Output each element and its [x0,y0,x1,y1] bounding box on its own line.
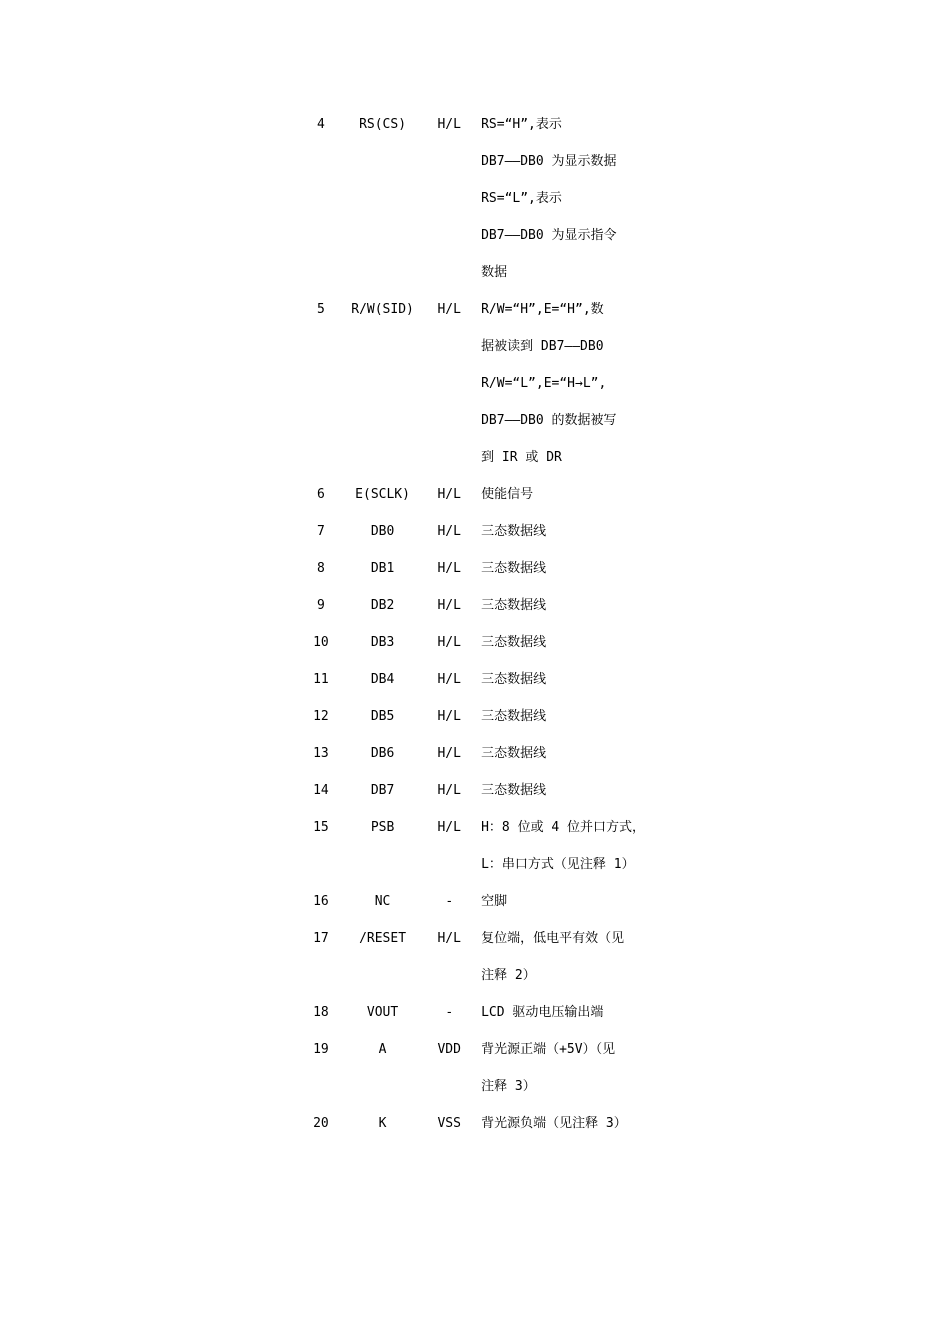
pin-level: H/L [437,672,461,687]
table-row [300,746,700,761]
pin-number: 9 [316,598,325,613]
table-row [300,820,700,872]
table-row [300,598,700,613]
pin-number: 13 [313,746,329,761]
table-row [300,524,700,539]
description-line: 三态数据线 [481,598,547,613]
pin-name: DB5 [370,709,395,724]
pin-level: H/L [437,709,461,724]
pin-name: RS(CS) [359,117,407,132]
pin-level: VSS [437,1116,461,1131]
pin-number: 14 [313,783,329,798]
description-line: 三态数据线 [481,635,547,650]
table-row [300,931,700,983]
description-line: 背光源正端（+5V）（见 [481,1042,616,1057]
pin-level: H/L [437,598,461,613]
pin-level: H/L [437,524,461,539]
description-line: 三态数据线 [481,672,547,687]
pin-level: VDD [437,1042,461,1057]
pin-description [481,1005,700,1020]
description-line: 空脚 [481,894,508,909]
pin-level: H/L [437,746,461,761]
table-row [300,709,700,724]
description-line: H：8 位或 4 位并口方式， [481,820,646,835]
table-row [300,1116,700,1131]
description-line: LCD 驱动电压输出端 [481,1005,604,1020]
pin-number: 11 [313,672,329,687]
pin-description [481,561,700,576]
pin-name: DB6 [370,746,395,761]
pin-number: 6 [316,487,325,502]
pin-description [481,302,700,465]
description-line: 据被读到 DB7——DB0 [481,339,604,354]
pin-description [481,1042,700,1094]
pin-description [481,672,700,687]
description-line: 复位端，低电平有效（见 [481,931,625,946]
description-line: 三态数据线 [481,561,547,576]
table-row [300,117,700,280]
pin-level: H/L [437,561,461,576]
description-line: DB7——DB0 的数据被写 [481,413,617,428]
pin-number: 16 [313,894,329,909]
pin-description-table [300,117,700,1153]
pin-name: PSB [370,820,395,835]
pin-name: NC [374,894,391,909]
pin-number: 17 [313,931,329,946]
pin-name: R/W(SID) [351,302,414,317]
pin-description [481,487,700,502]
pin-description [481,524,700,539]
pin-description [481,820,700,872]
pin-level: - [445,894,454,909]
pin-number: 8 [316,561,325,576]
pin-level: H/L [437,302,461,317]
pin-level: H/L [437,117,461,132]
description-line: 注释 2） [481,968,536,983]
description-line: 数据 [481,265,508,280]
description-line: L：串口方式（见注释 1） [481,857,635,872]
description-line: R/W=“H”,E=“H”,数 [481,302,604,317]
description-line: DB7——DB0 为显示指令 [481,228,617,243]
description-line: 到 IR 或 DR [481,450,562,465]
pin-name: DB0 [370,524,395,539]
table-row [300,561,700,576]
pin-description [481,709,700,724]
pin-description [481,783,700,798]
description-line: 注释 3） [481,1079,536,1094]
pin-description [481,746,700,761]
description-line: 三态数据线 [481,524,547,539]
pin-name: DB2 [370,598,395,613]
table-row [300,1005,700,1020]
table-row [300,783,700,798]
description-line: DB7——DB0 为显示数据 [481,154,617,169]
pin-description [481,117,700,280]
pin-level: H/L [437,931,461,946]
description-line: 三态数据线 [481,783,547,798]
pin-name: K [378,1116,387,1131]
pin-number: 10 [313,635,329,650]
pin-name: VOUT [366,1005,399,1020]
description-line: 背光源负端（见注释 3） [481,1116,627,1131]
pin-name: A [378,1042,387,1057]
description-line: 使能信号 [481,487,534,502]
pin-name: DB4 [370,672,395,687]
pin-level: H/L [437,487,461,502]
table-row [300,894,700,909]
pin-number: 15 [313,820,329,835]
table-row [300,1042,700,1094]
table-row [300,487,700,502]
pin-name: DB3 [370,635,395,650]
pin-level: H/L [437,635,461,650]
description-line: 三态数据线 [481,709,547,724]
pin-level: H/L [437,783,461,798]
pin-name: /RESET [359,931,407,946]
pin-name: DB7 [370,783,395,798]
pin-number: 19 [313,1042,329,1057]
pin-number: 4 [316,117,325,132]
pin-number: 12 [313,709,329,724]
pin-number: 20 [313,1116,329,1131]
pin-description [481,635,700,650]
pin-name: E(SCLK) [355,487,410,502]
description-line: RS=“L”,表示 [481,191,562,206]
table-row [300,635,700,650]
pin-description [481,931,700,983]
pin-description [481,1116,700,1131]
description-line: R/W=“L”,E=“H→L”, [481,376,607,391]
pin-number: 5 [316,302,325,317]
pin-number: 7 [316,524,325,539]
pin-description [481,894,700,909]
table-row [300,302,700,465]
pin-level: H/L [437,820,461,835]
pin-number: 18 [313,1005,329,1020]
description-line: RS=“H”,表示 [481,117,562,132]
pin-name: DB1 [370,561,395,576]
description-line: 三态数据线 [481,746,547,761]
pin-level: - [445,1005,454,1020]
pin-description [481,598,700,613]
table-row [300,672,700,687]
